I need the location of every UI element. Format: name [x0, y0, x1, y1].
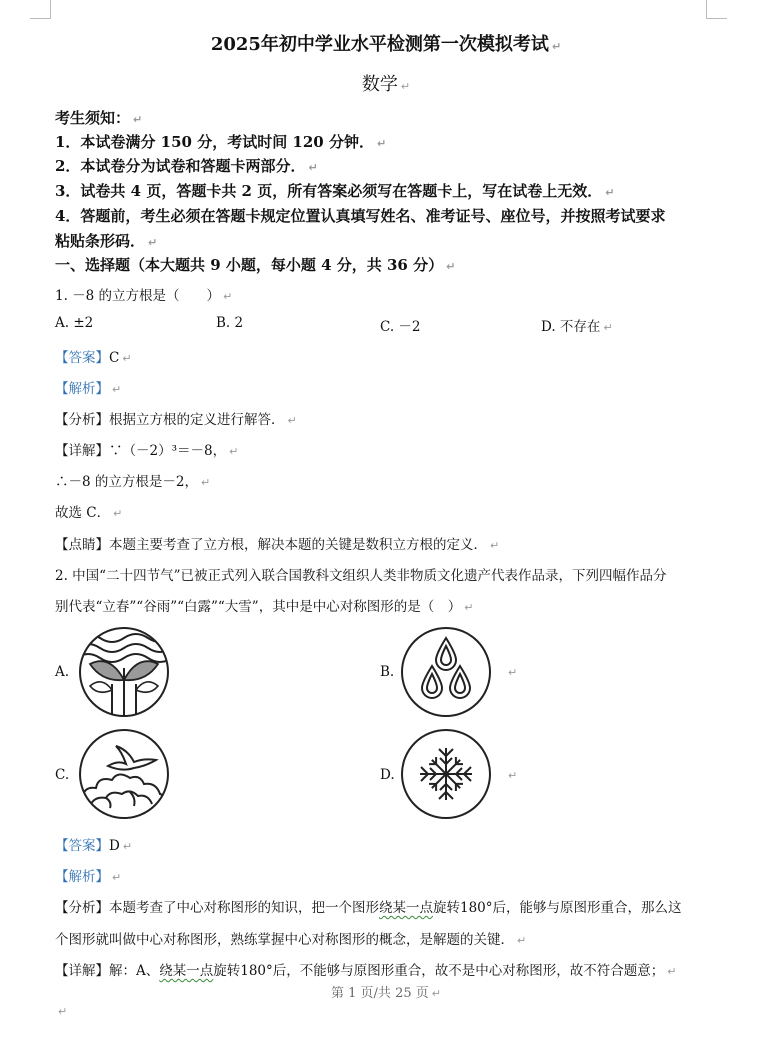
section-heading: 一、选择题（本大题共 9 小题，每小题 4 分，共 36 分） ↵	[55, 256, 456, 274]
q1-dianjing: 【点睛】本题主要考查了立方根，解决本题的关键是数积立方根的定义． ↵	[55, 537, 500, 553]
q1-option-a: A. ±2	[55, 315, 94, 331]
subject-title: 数学 ↵	[361, 74, 411, 95]
bird-clouds-icon	[76, 726, 172, 822]
end-paragraph-mark: ↵	[58, 1005, 68, 1018]
raindrops-icon	[398, 624, 494, 720]
q1-analysis-tag: 【解析】 ↵	[55, 381, 122, 397]
crop-mark-top-right	[706, 0, 727, 19]
page-footer: 第 1 页/共 25 页 ↵	[331, 986, 441, 1001]
q1-step2: ∴－8 的立方根是－2， ↵	[55, 474, 211, 490]
q2-fenxi: 【分析】本题考查了中心对称图形的知识，把一个图形绕某一点旋转180°后，能够与原图形重合，那么这	[55, 900, 682, 916]
q2-label-d: D.	[380, 767, 395, 783]
q2-xiangjie: 【详解】解：A、绕某一点旋转180°后，不能够与原图形重合，故不是中心对称图形，故不符合题意； ↵	[55, 963, 677, 979]
q1-answer: 【答案】C ↵	[55, 350, 132, 366]
q2-label-c: C.	[55, 767, 70, 783]
q1-option-b: B. 2	[216, 315, 244, 331]
q1-step3: 故选 C． ↵	[55, 505, 123, 521]
q1-option-c: C. －2	[380, 319, 421, 335]
q2-label-b: B.	[380, 664, 395, 680]
q2-stem-line1: 2. 中国“二十四节气”已被正式列入联合国教科文组织人类非物质文化遗产代表作品录，下列四幅作品分	[55, 568, 667, 584]
sprout-icon	[76, 624, 172, 720]
q1-stem: 1. －8 的立方根是（ ） ↵	[55, 288, 233, 304]
q2-fenxi-line2: 个图形就叫做中心对称图形，熟练掌握中心对称图形的概念，是解题的关键． ↵	[55, 932, 527, 948]
q1-fenxi: 【分析】根据立方根的定义进行解答． ↵	[55, 412, 297, 428]
q2-analysis-tag: 【解析】 ↵	[55, 869, 122, 885]
notice-title: 考生须知： ↵	[55, 109, 143, 127]
q2-stem-line2: 别代表“立春”“谷雨”“白露”“大雪”，其中是中心对称图形的是（ ） ↵	[55, 599, 474, 615]
q1-option-d: D. 不存在 ↵	[541, 319, 613, 335]
q2-label-a: A.	[55, 664, 70, 680]
q1-xiangjie: 【详解】∵（－2）³＝－8， ↵	[55, 443, 239, 459]
notice-item-1: 1．本试卷满分 150 分，考试时间 120 分钟． ↵	[55, 133, 387, 151]
snowflake-icon	[398, 726, 494, 822]
notice-item-2: 2．本试卷分为试卷和答题卡两部分． ↵	[55, 157, 318, 175]
notice-item-3: 3．试卷共 4 页，答题卡共 2 页，所有答案必须写在答题卡上，写在试卷上无效． ↵	[55, 182, 615, 200]
crop-mark-top-left	[30, 0, 51, 19]
page-title: 2025年初中学业水平检测第一次模拟考试 ↵	[210, 34, 562, 55]
q2-option-b-mark: ↵	[508, 666, 518, 679]
notice-item-4-cont: 粘贴条形码． ↵	[55, 232, 158, 250]
q2-answer: 【答案】D ↵	[55, 838, 133, 854]
notice-item-4: 4．答题前，考生必须在答题卡规定位置认真填写姓名、准考证号、座位号，并按照考试要求	[55, 207, 666, 225]
q2-option-d-mark: ↵	[508, 769, 518, 782]
